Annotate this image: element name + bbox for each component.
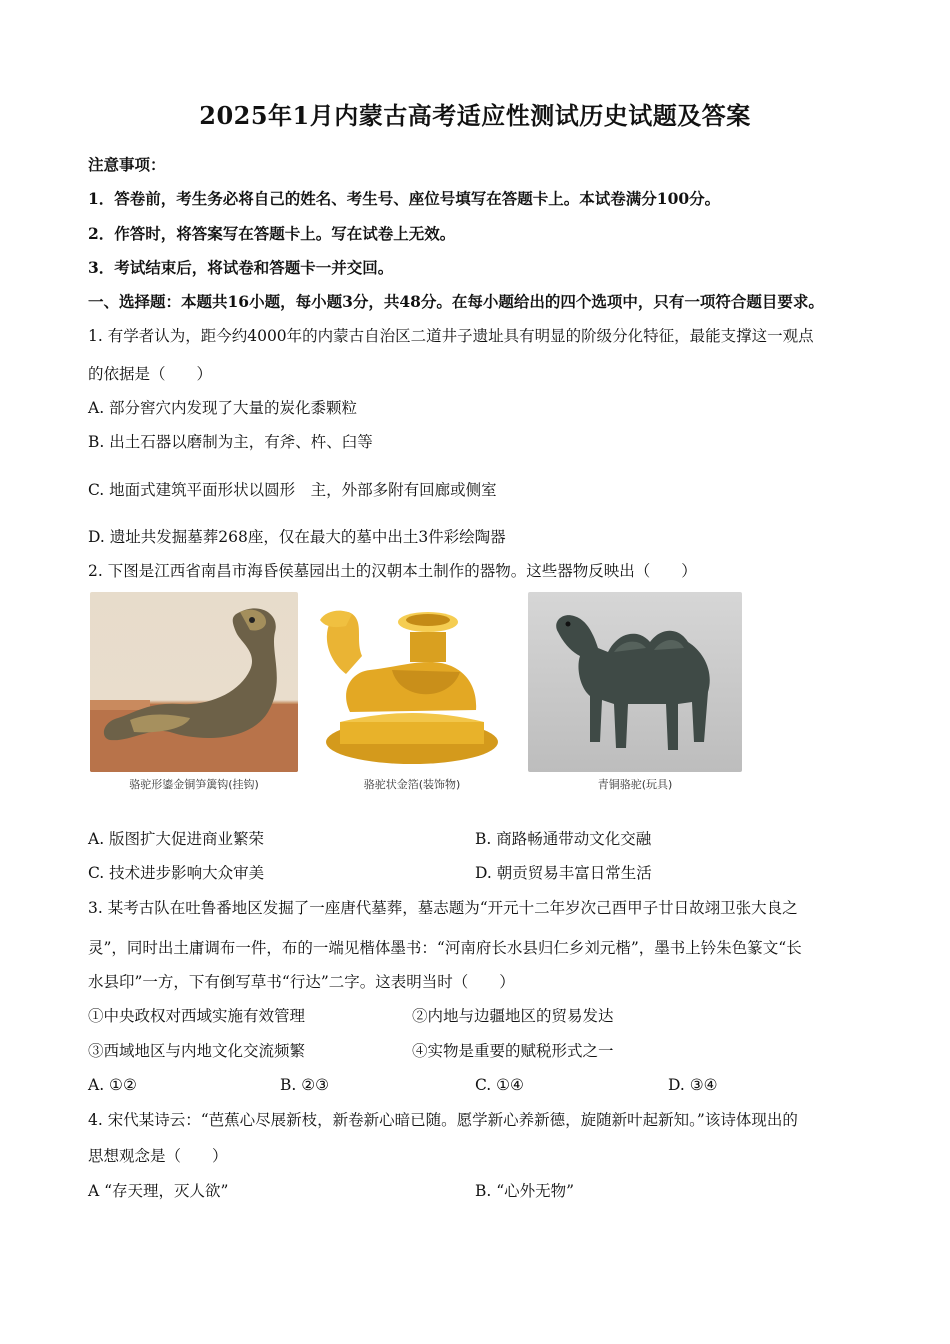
camel-gold-foil-photo [300,592,524,772]
q2-option-d: D. 朝贡贸易丰富日常生活 [475,864,652,882]
q3-stem-line1: 3. 某考古队在吐鲁番地区发掘了一座唐代墓葬，墓志题为“开元十二年岁次己酉甲子廿日故翊卫张大良之 [88,899,798,917]
camel-hook-photo [90,592,298,772]
q1-option-b: B. 出土石器以磨制为主，有斧、杵、臼等 [88,433,373,451]
note-item-2: 2．作答时，将答案写在答题卡上。写在试卷上无效。 [88,224,456,243]
q2-caption-2: 骆驼状金箔(装饰物) [363,778,461,791]
q4-stem-line2: 思想观念是（ ） [88,1147,228,1165]
q3-option-d: D. ③④ [668,1076,718,1094]
q3-stem-line3: 水县印”一方，下有倒写草书“行达”二字。这表明当时（ ） [88,973,515,991]
q3-stem-line2: 灵”，同时出土庸调布一件，布的一端见楷体墨书：“河南府长水县归仁乡刘元楷”，墨书上钤朱色篆文“长 [88,939,802,957]
q2-option-a: A. 版图扩大促进商业繁荣 [88,830,265,848]
note-item-3: 3．考试结束后，将试卷和答题卡一并交回。 [88,258,394,277]
q1-option-a: A. 部分窖穴内发现了大量的炭化黍颗粒 [88,399,358,417]
q3-statement-3: ③西域地区与内地文化交流频繁 [88,1042,306,1060]
q4-option-b: B. “心外无物” [475,1182,575,1200]
q2-option-c: C. 技术进步影响大众审美 [88,864,265,882]
q1-option-d: D. 遗址共发掘墓葬268座，仅在最大的墓中出土3件彩绘陶器 [88,528,506,546]
q3-option-c: C. ①④ [475,1076,524,1094]
section-heading: 一、选择题：本题共16小题，每小题3分，共48分。在每小题给出的四个选项中，只有一项符合题目要求。 [88,292,824,311]
q1-stem-line2: 的依据是（ ） [88,365,213,383]
bronze-camel-photo [528,592,742,772]
q1-stem-line1: 1. 有学者认为，距今约4000年的内蒙古自治区二道井子遗址具有明显的阶级分化特征，最能支撑这一观点 [88,327,814,345]
page-title: 2025年1月内蒙古高考适应性测试历史试题及答案 [199,101,751,130]
q4-option-a: A “存天理，灭人欲” [88,1182,229,1200]
q4-stem-line1: 4. 宋代某诗云：“芭蕉心尽展新枝，新卷新心暗已随。愿学新心养新德，旋随新叶起新知。”该诗体现出的 [88,1111,798,1129]
notes-heading: 注意事项： [88,155,166,174]
q2-stem: 2. 下图是江西省南昌市海昏侯墓园出土的汉朝本土制作的器物。这些器物反映出（ ） [88,562,697,580]
q3-statement-1: ①中央政权对西域实施有效管理 [88,1007,306,1025]
q2-figure [88,592,744,800]
q3-option-b: B. ②③ [280,1076,330,1094]
q3-option-a: A. ①② [88,1076,137,1094]
q2-caption-3: 青铜骆驼(玩具) [597,778,673,791]
note-item-1: 1．答卷前，考生务必将自己的姓名、考生号、座位号填写在答题卡上。本试卷满分100分。 [88,189,721,208]
q3-statement-2: ②内地与边疆地区的贸易发达 [412,1007,614,1025]
q1-option-c: C. 地面式建筑平面形状以圆形 主，外部多附有回廊或侧室 [88,481,497,499]
q2-option-b: B. 商路畅通带动文化交融 [475,830,652,848]
q3-statement-4: ④实物是重要的赋税形式之一 [412,1042,614,1060]
q2-caption-1: 骆驼形鎏金铜笋簴钩(挂钩) [129,778,259,791]
